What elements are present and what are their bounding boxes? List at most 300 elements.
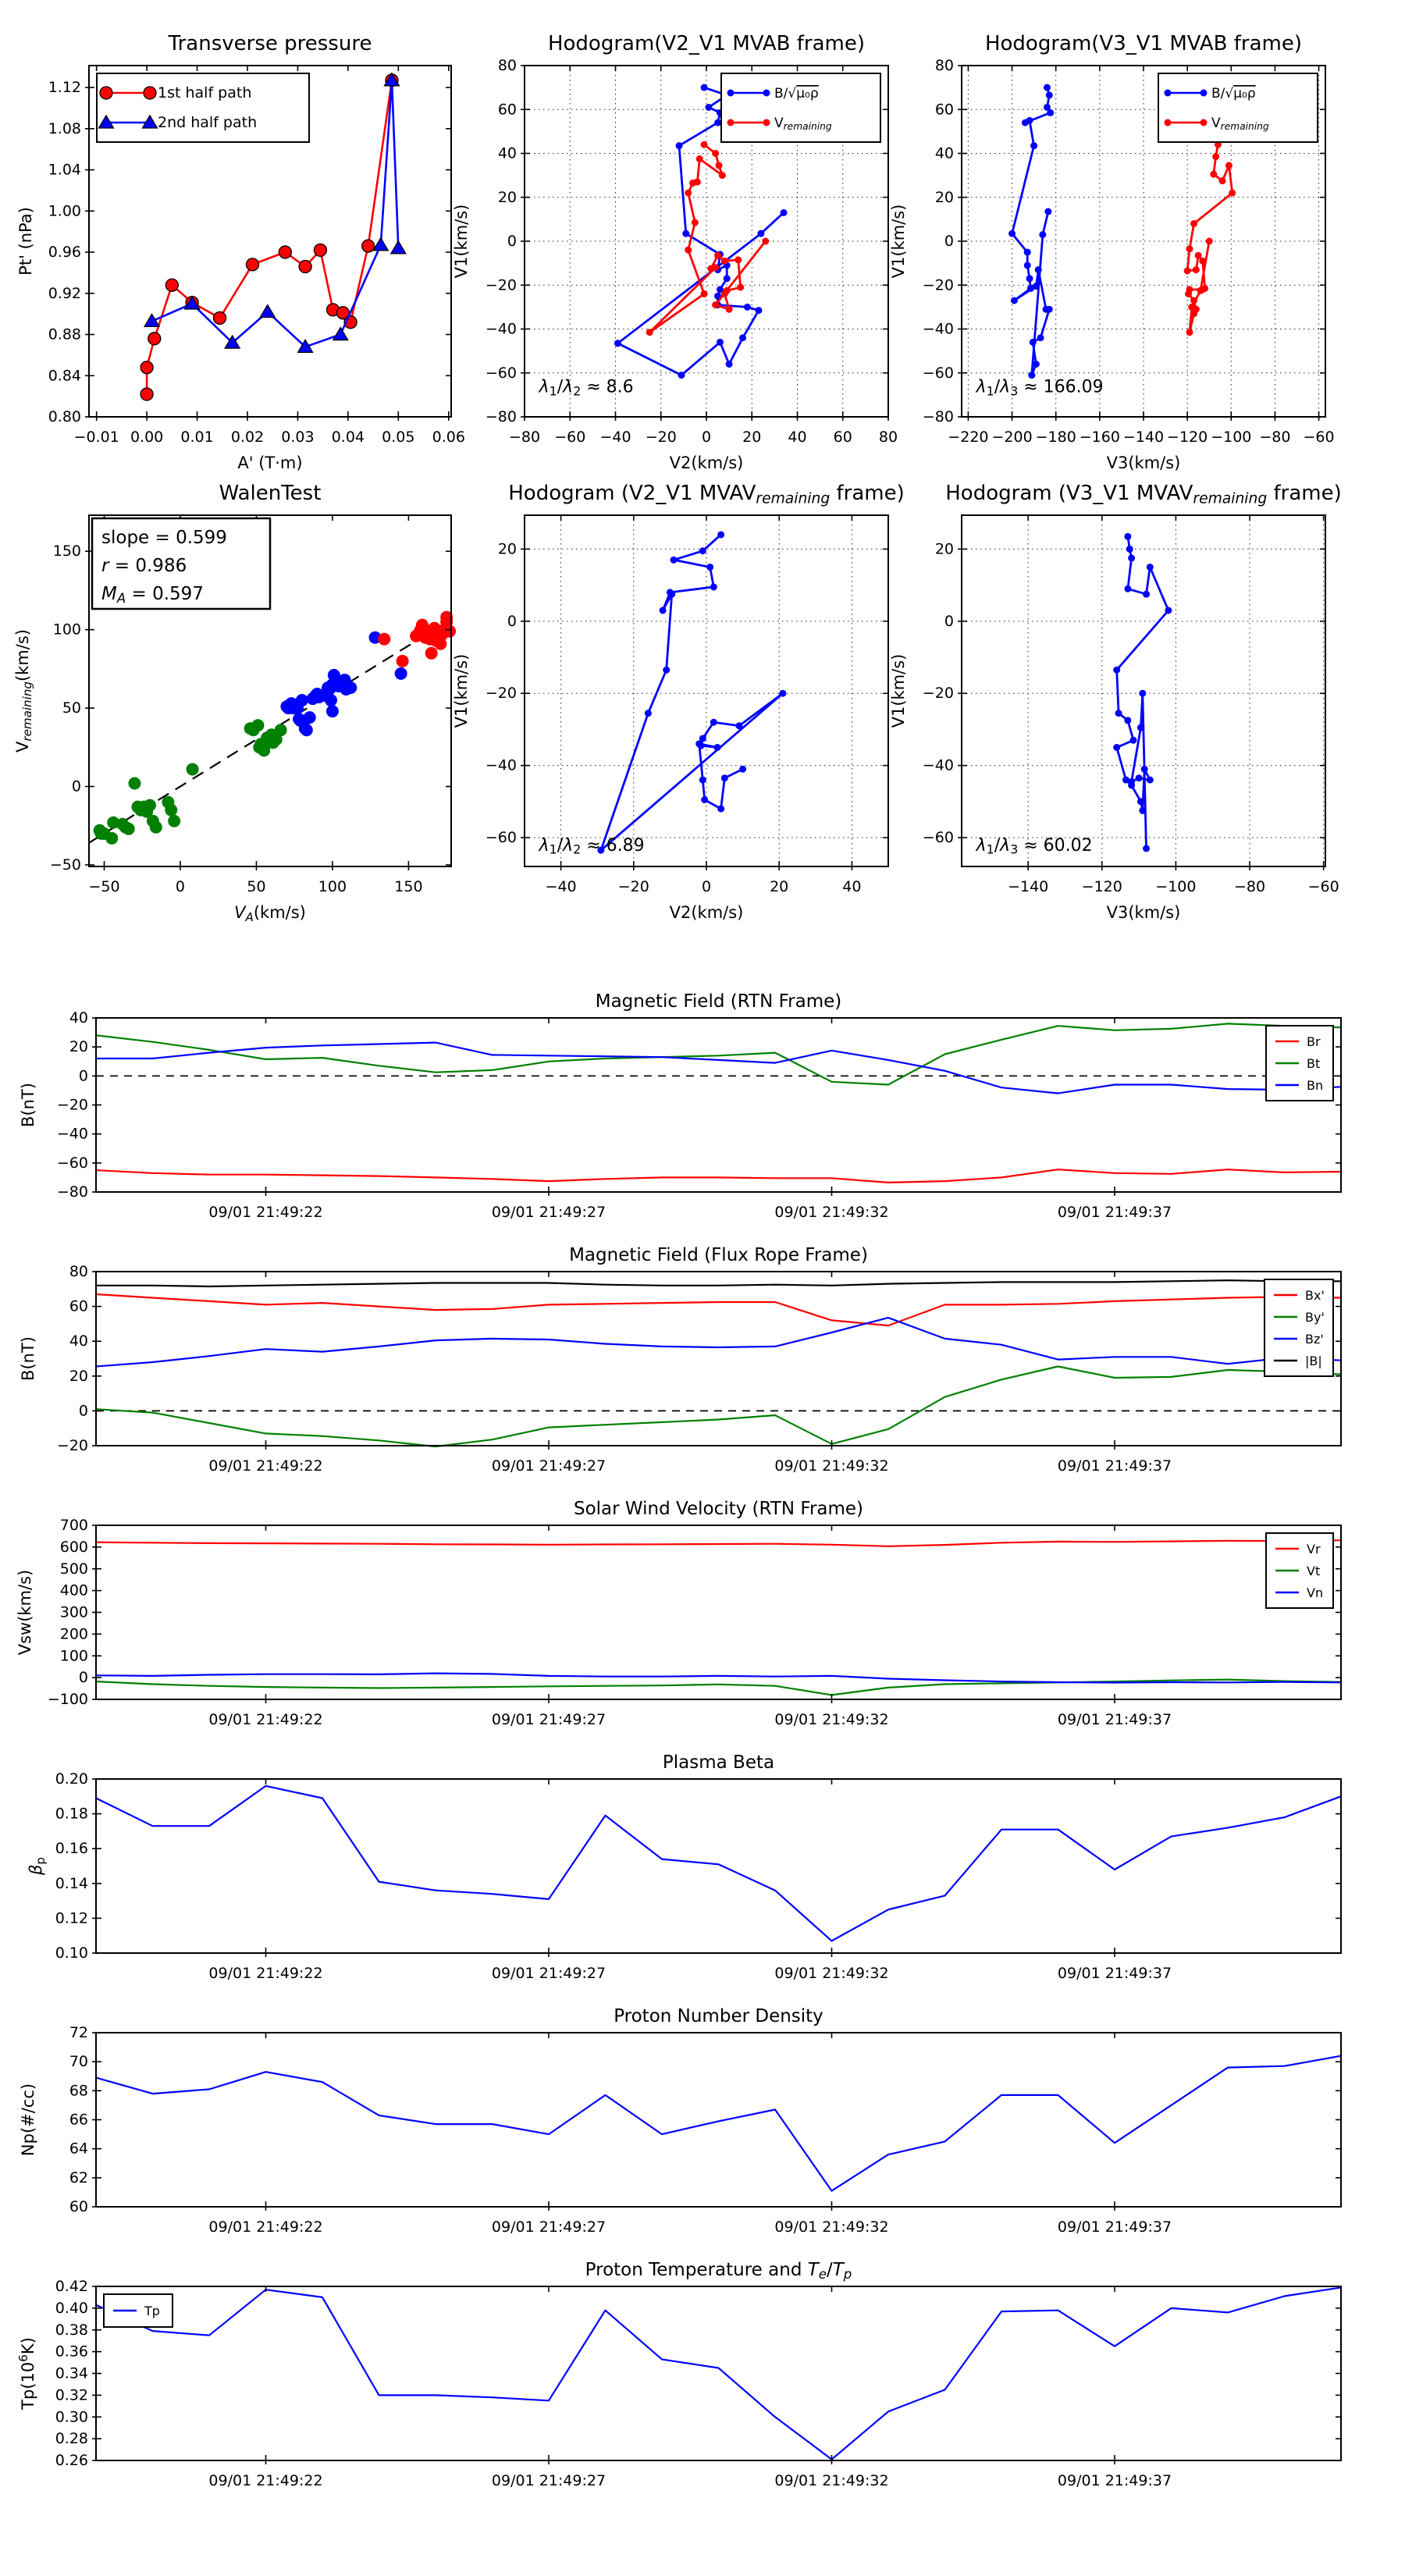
marker-dot [739,334,746,341]
marker-dot [614,340,621,347]
b-fluxrope-ytick-label: 0 [78,1402,88,1420]
transverse-pressure-xtick-label: 0.05 [382,429,415,446]
proton-density-series-Np [96,2056,1341,2191]
hodogram-v3v1-mvab-xtick-label: −60 [1303,429,1335,446]
vsw-rtn-ytick-label: 700 [59,1517,88,1534]
hodogram-v3v1-mvab-xtick-label: −100 [1211,429,1252,446]
hodogram-v3v1-mvab-xtick-label: −80 [1259,429,1291,446]
walen-test-xtick-label: 0 [175,878,186,895]
marker-circle [140,361,153,374]
marker-circle [299,261,311,273]
hodogram-v3v1-mvab-title: Hodogram(V3_V1 MVAB frame) [984,32,1303,55]
marker-circle [246,258,258,271]
marker-dot [757,230,764,237]
hodogram-v3v1-mvab-ytick-label: −40 [922,320,954,338]
proton-density-ytick-label: 66 [69,2111,88,2129]
marker-dot [717,339,724,346]
vsw-rtn-legend-label: Vt [1307,1564,1321,1578]
b-rtn-ytick-label: 0 [78,1067,88,1085]
walen-test-stats-line: r = 0.986 [101,556,187,576]
vsw-rtn-axes [96,1525,1341,1699]
walen-test-ytick-label: 100 [52,621,81,639]
b-fluxrope-ylabel: B(nT) [19,1336,37,1381]
marker-dot [1039,231,1046,238]
hodogram-v2v1-mvab-ytick-label: −80 [485,408,517,425]
proton-temperature-xtick-label: 09/01 21:49:27 [491,2472,606,2489]
hodogram-v2v1-mvav-ytick-label: 20 [497,540,517,558]
vsw-rtn-ytick-label: −100 [47,1691,88,1708]
b-rtn-legend-label: Bt [1307,1056,1321,1071]
marker-dot [123,823,135,835]
vsw-rtn-xtick-label: 09/01 21:49:32 [774,1711,889,1728]
b-rtn-ytick-label: 20 [69,1038,88,1056]
marker-dot [1126,546,1133,553]
vsw-rtn-ytick-label: 0 [78,1669,88,1687]
chart-hodogram-v3v1-mvab [889,32,1335,472]
proton-temperature-ytick-label: 0.38 [55,2321,88,2339]
chart-b-fluxrope [19,1245,1341,1475]
b-fluxrope-ytick-label: −20 [56,1437,88,1454]
marker-triangle [333,328,348,340]
plasma-beta-xtick-label: 09/01 21:49:22 [208,1965,323,1982]
chart-proton-temperature [16,2260,1341,2489]
marker-dot [1165,607,1172,614]
hodogram-v3v1-mvav-ylabel: V1(km/s) [889,653,908,728]
chart-transverse-pressure [16,32,465,472]
marker-circle [140,388,153,400]
marker-dot [779,690,786,697]
marker-dot [1046,91,1053,98]
marker-dot [762,238,769,245]
hodogram-v2v1-mvab-ytick-label: 20 [497,188,517,206]
hodogram-v3v1-mvav-xlabel: V3(km/s) [1106,903,1181,922]
proton-temperature-legend-label: Tp [144,2304,160,2318]
marker-dot [1026,275,1033,282]
marker-dot [726,306,733,313]
marker-dot [726,361,733,368]
transverse-pressure-ytick-label: 1.00 [48,202,81,220]
marker-dot [685,247,692,254]
marker-dot [1190,310,1197,317]
b-rtn-axes [96,1018,1341,1192]
plasma-beta-title: Plasma Beta [662,1752,775,1773]
walen-test-stats-line: slope = 0.599 [101,528,227,548]
b-fluxrope-series-By-prime [96,1367,1341,1447]
marker-dot [685,190,692,197]
b-fluxrope-series-Bz-prime [96,1318,1341,1366]
plasma-beta-ytick-label: 0.14 [55,1874,88,1892]
hodogram-v2v1-mvab-ytick-label: −40 [485,320,517,338]
transverse-pressure-legend-label: 1st half path [158,84,252,101]
marker-dot [1113,744,1120,751]
marker-dot [668,591,675,598]
marker-dot [695,740,702,747]
b-rtn-ylabel: B(nT) [19,1083,37,1127]
marker-dot [1113,667,1120,674]
hodogram-v2v1-mvab-xtick-label: −40 [599,429,631,446]
vsw-rtn-legend-label: Vr [1307,1542,1321,1557]
walen-test-xtick-label: 50 [247,878,266,895]
transverse-pressure-xtick-label: 0.00 [130,429,164,446]
hodogram-v3v1-mvav-xtick-label: −140 [1008,878,1049,895]
marker-dot [719,172,726,179]
marker-dot [1115,710,1122,717]
b-fluxrope-xtick-label: 09/01 21:49:27 [491,1457,606,1475]
vsw-rtn-ylabel: Vsw(km/s) [16,1569,34,1656]
marker-dot [304,711,316,724]
transverse-pressure-ytick-label: 1.12 [48,79,81,97]
b-rtn-ytick-label: −40 [56,1125,88,1143]
plasma-beta-xtick-label: 09/01 21:49:32 [774,1965,889,1982]
transverse-pressure-ytick-label: 0.96 [48,244,81,262]
hodogram-v2v1-mvab-ytick-label: 40 [497,144,517,162]
marker-dot [689,180,696,187]
b-fluxrope-xtick-label: 09/01 21:49:22 [208,1457,323,1475]
marker-dot [251,719,264,731]
hodogram-v3v1-mvab-legend-label: B/√μ₀ρ [1211,86,1256,101]
hodogram-v2v1-mvab-legend-label: B/√μ₀ρ [774,86,819,101]
hodogram-v3v1-mvab-lambda-annotation: λ1/λ3 ≈ 166.09 [976,377,1104,399]
marker-dot [144,799,156,812]
chart-plasma-beta [27,1752,1341,1982]
transverse-pressure-xtick-label: 0.03 [281,429,315,446]
vsw-rtn-ytick-label: 200 [59,1625,88,1643]
marker-dot [1199,258,1206,265]
marker-dot [727,119,735,126]
vsw-rtn-title: Solar Wind Velocity (RTN Frame) [573,1499,864,1519]
hodogram-v3v1-mvab-xtick-label: −220 [948,429,989,446]
marker-dot [1147,777,1154,784]
marker-circle [314,244,326,256]
vsw-rtn-ytick-label: 500 [59,1560,88,1578]
transverse-pressure-ytick-label: 0.80 [48,408,81,425]
marker-dot [105,832,118,845]
proton-temperature-axes [96,2286,1341,2460]
transverse-pressure-ytick-label: 1.04 [48,161,81,179]
marker-dot [326,705,339,717]
proton-temperature-ytick-label: 0.26 [55,2452,88,2469]
marker-dot [301,724,313,736]
walen-test-ytick-label: 150 [52,543,81,560]
marker-dot [1200,90,1208,97]
marker-dot [717,806,724,813]
proton-density-ytick-label: 60 [69,2198,88,2215]
chart-hodogram-v2v1-mvav [452,482,905,922]
proton-density-xtick-label: 09/01 21:49:27 [491,2218,606,2236]
hodogram-v2v1-mvab-ytick-label: 0 [507,233,517,250]
marker-dot [1044,84,1051,91]
marker-triangle [260,305,275,318]
b-rtn-xtick-label: 09/01 21:49:22 [208,1204,323,1221]
marker-dot [1128,778,1135,785]
marker-dot [378,633,390,646]
hodogram-v2v1-mvab-xtick-label: −20 [645,429,677,446]
proton-temperature-ytick-label: 0.34 [55,2364,88,2382]
marker-dot [735,256,742,263]
b-rtn-legend-label: Bn [1307,1078,1324,1093]
marker-dot [425,647,438,660]
hodogram-v3v1-mvab-ytick-label: 60 [934,101,954,119]
hodogram-v2v1-mvab-ytick-label: 60 [497,101,517,119]
marker-dot [1143,845,1150,852]
walen-test-xtick-label: 100 [318,878,347,895]
hodogram-v2v1-mvav-xtick-label: 40 [842,878,862,895]
proton-temperature-ytick-label: 0.32 [55,2386,88,2404]
marker-dot [1024,249,1031,256]
marker-dot [1139,690,1146,697]
hodogram-v2v1-mvav-xtick-label: −20 [617,878,649,895]
hodogram-v3v1-mvab-xtick-label: −120 [1167,429,1208,446]
hodogram-v3v1-mvav-ytick-label: 0 [944,612,954,630]
chart-proton-density [19,2006,1341,2236]
walen-test-xlabel: VA(km/s) [234,903,306,924]
marker-dot [663,667,670,674]
b-fluxrope-series-Bx-prime [96,1294,1341,1325]
marker-dot [275,724,287,736]
hodogram-v2v1-mvab-legend-label: Vremaining [774,116,832,133]
b-rtn-ytick-label: −80 [56,1183,88,1201]
marker-dot [1137,724,1144,731]
b-rtn-ytick-label: −60 [56,1154,88,1172]
proton-density-ytick-label: 64 [69,2140,88,2158]
marker-dot [721,290,728,297]
marker-dot [646,329,653,336]
b-fluxrope-ytick-label: 40 [69,1332,88,1350]
marker-dot [1030,142,1037,149]
b-fluxrope-title: Magnetic Field (Flux Rope Frame) [569,1245,868,1265]
marker-dot [165,804,177,817]
marker-dot [713,744,720,751]
hodogram-v2v1-mvab-title: Hodogram(V2_V1 MVAB frame) [547,32,866,55]
marker-dot [1143,591,1150,598]
hodogram-v2v1-mvav-title: Hodogram (V2_V1 MVAVremaining frame) [508,482,905,507]
hodogram-v2v1-mvav-series-v-remaining-path [601,535,783,850]
hodogram-v2v1-mvav-ytick-label: −40 [485,756,517,774]
marker-circle [214,311,226,324]
marker-dot [721,774,728,781]
marker-dot [710,583,717,590]
plasma-beta-xtick-label: 09/01 21:49:37 [1057,1965,1172,1982]
hodogram-v3v1-mvav-title: Hodogram (V3_V1 MVAVremaining frame) [945,482,1342,507]
marker-dot [670,557,678,564]
walen-test-stats-line: MA = 0.597 [101,584,204,607]
hodogram-v2v1-mvab-xtick-label: 40 [788,429,807,446]
b-fluxrope-ytick-label: 80 [69,1263,88,1280]
marker-circle [100,87,112,99]
plasma-beta-ytick-label: 0.18 [55,1805,88,1823]
transverse-pressure-xtick-label: 0.04 [331,429,365,446]
marker-dot [781,209,788,216]
vsw-rtn-legend-label: Vn [1307,1585,1324,1600]
marker-circle [165,279,178,291]
hodogram-v3v1-mvav-xtick-label: −100 [1155,878,1197,895]
vsw-rtn-ytick-label: 100 [59,1647,88,1665]
hodogram-v3v1-mvav-ytick-label: 20 [934,540,954,558]
hodogram-v2v1-mvab-ytick-label: −20 [485,276,517,294]
b-rtn-ytick-label: −20 [56,1096,88,1114]
b-fluxrope-ytick-label: 60 [69,1297,88,1315]
proton-temperature-title: Proton Temperature and Te/Tp [585,2260,852,2282]
marker-dot [739,766,746,773]
plasma-beta-ytick-label: 0.16 [55,1840,88,1858]
marker-dot [1035,266,1042,273]
chart-hodogram-v3v1-mvav [889,482,1342,922]
b-rtn-xtick-label: 09/01 21:49:32 [774,1204,889,1221]
hodogram-v2v1-mvab-ylabel: V1(km/s) [452,204,471,279]
marker-dot [1141,766,1148,773]
proton-temperature-ytick-label: 0.42 [55,2278,88,2295]
hodogram-v3v1-mvab-xtick-label: −200 [991,429,1033,446]
proton-density-title: Proton Number Density [614,2006,823,2026]
transverse-pressure-xtick-label: 0.06 [432,429,465,446]
marker-dot [699,547,706,554]
marker-dot [1026,117,1033,124]
b-fluxrope-legend-label: Bz' [1305,1332,1324,1347]
marker-dot [1046,306,1053,313]
hodogram-v3v1-mvab-xlabel: V3(km/s) [1106,454,1181,472]
marker-dot [696,155,703,162]
hodogram-v3v1-mvav-ytick-label: −40 [922,756,954,774]
vsw-rtn-ytick-label: 400 [59,1582,88,1599]
marker-triangle [391,241,406,254]
walen-test-xtick-label: 150 [394,878,423,895]
chart-vsw-rtn [16,1499,1341,1728]
marker-dot [1197,287,1204,294]
b-rtn-xtick-label: 09/01 21:49:37 [1057,1204,1172,1221]
b-rtn-ytick-label: 40 [69,1009,88,1026]
hodogram-v2v1-mvav-xtick-label: −40 [545,878,577,895]
marker-dot [744,304,751,311]
vsw-rtn-xtick-label: 09/01 21:49:22 [208,1711,323,1728]
marker-dot [660,607,667,614]
hodogram-v3v1-mvab-series-b-over-sqrt-mu0rho [1012,87,1051,375]
hodogram-v2v1-mvav-xtick-label: 0 [701,878,712,895]
marker-dot [1195,252,1202,259]
transverse-pressure-xtick-label: −0.01 [73,429,119,446]
proton-density-axes [96,2033,1341,2207]
marker-dot [1200,119,1208,126]
marker-dot [1206,238,1213,245]
hodogram-v2v1-mvab-xtick-label: 60 [833,429,852,446]
marker-dot [168,815,180,827]
marker-dot [676,142,683,149]
marker-dot [701,84,708,91]
hodogram-v2v1-mvav-lambda-annotation: λ1/λ2 ≈ 6.89 [539,835,645,857]
marker-dot [1128,554,1135,561]
plasma-beta-xtick-label: 09/01 21:49:27 [491,1965,606,1982]
hodogram-v2v1-mvab-lambda-annotation: λ1/λ2 ≈ 8.6 [539,377,634,399]
marker-dot [1147,564,1154,571]
vsw-rtn-ytick-label: 600 [59,1538,88,1556]
hodogram-v2v1-mvav-ylabel: V1(km/s) [452,653,471,728]
plasma-beta-ytick-label: 0.20 [55,1770,88,1788]
vsw-rtn-ytick-label: 300 [59,1603,88,1621]
b-rtn-legend-label: Br [1307,1034,1321,1049]
vsw-rtn-series-Vr [96,1540,1341,1546]
hodogram-v3v1-mvab-legend-label: Vremaining [1211,116,1269,133]
marker-dot [1124,717,1131,724]
hodogram-v3v1-mvab-xtick-label: −140 [1122,429,1165,446]
marker-triangle [144,314,159,326]
plasma-beta-series-beta-p [96,1786,1341,1941]
marker-circle [148,333,161,345]
marker-dot [443,625,456,638]
marker-dot [1188,304,1195,311]
transverse-pressure-ytick-label: 0.92 [48,284,81,302]
marker-dot [721,258,728,265]
hodogram-v2v1-mvab-ytick-label: −60 [485,364,517,382]
marker-dot [705,104,712,111]
hodogram-v2v1-mvab-xtick-label: 20 [742,429,762,446]
proton-temperature-ytick-label: 0.30 [55,2408,88,2426]
marker-dot [1030,339,1037,346]
hodogram-v2v1-mvab-xtick-label: −60 [554,429,586,446]
hodogram-v2v1-mvav-xlabel: V2(km/s) [669,903,744,922]
b-rtn-series-Br [96,1169,1341,1183]
marker-dot [682,230,689,237]
proton-density-ytick-label: 68 [69,2082,88,2100]
b-rtn-xtick-label: 09/01 21:49:27 [491,1204,606,1221]
marker-dot [1047,109,1054,116]
marker-dot [1190,297,1197,304]
marker-dot [755,307,762,314]
marker-dot [1225,162,1232,169]
b-fluxrope-series-B-magnitude [96,1280,1341,1286]
marker-dot [716,162,723,169]
hodogram-v2v1-mvab-ytick-label: 80 [497,57,517,74]
marker-dot [701,141,708,148]
hodogram-v2v1-mvab-xtick-label: 0 [701,429,712,446]
marker-dot [1190,220,1197,227]
marker-dot [1210,171,1217,178]
proton-temperature-ylabel: $Tp(10^6K)$ [16,2337,37,2410]
marker-circle [362,240,375,252]
marker-dot [701,796,708,803]
marker-dot [1008,230,1016,237]
hodogram-v3v1-mvav-xtick-label: −120 [1081,878,1122,895]
marker-dot [1186,329,1193,336]
hodogram-v3v1-mvav-ytick-label: −20 [922,685,954,703]
b-fluxrope-ytick-label: 20 [69,1367,88,1385]
marker-dot [1184,267,1191,274]
b-fluxrope-xtick-label: 09/01 21:49:32 [774,1457,889,1475]
marker-dot [1124,533,1131,540]
marker-dot [678,372,685,379]
hodogram-v3v1-mvab-ytick-label: 0 [944,233,954,250]
transverse-pressure-xtick-label: 0.02 [230,429,265,446]
b-rtn-series-Bn [96,1043,1341,1094]
hodogram-v3v1-mvab-ylabel: V1(km/s) [889,204,908,279]
b-rtn-title: Magnetic Field (RTN Frame) [595,991,842,1012]
proton-temperature-ytick-label: 0.40 [55,2299,88,2317]
proton-temperature-xtick-label: 09/01 21:49:37 [1057,2472,1172,2489]
walen-test-ytick-label: −50 [49,856,81,873]
plasma-beta-ytick-label: 0.10 [55,1944,88,1962]
b-fluxrope-xtick-label: 09/01 21:49:37 [1057,1457,1172,1475]
marker-dot [1193,266,1200,273]
marker-dot [714,119,721,126]
hodogram-v2v1-mvav-ytick-label: 0 [507,612,517,630]
marker-dot [344,681,357,694]
marker-dot [1033,361,1040,368]
b-fluxrope-legend-label: Bx' [1305,1288,1325,1303]
marker-dot [727,90,735,97]
hodogram-v3v1-mvab-ytick-label: −20 [922,276,954,294]
marker-circle [279,246,291,258]
proton-density-ytick-label: 62 [69,2169,88,2186]
marker-dot [128,777,140,790]
plasma-beta-ylabel: βp [27,1857,48,1875]
